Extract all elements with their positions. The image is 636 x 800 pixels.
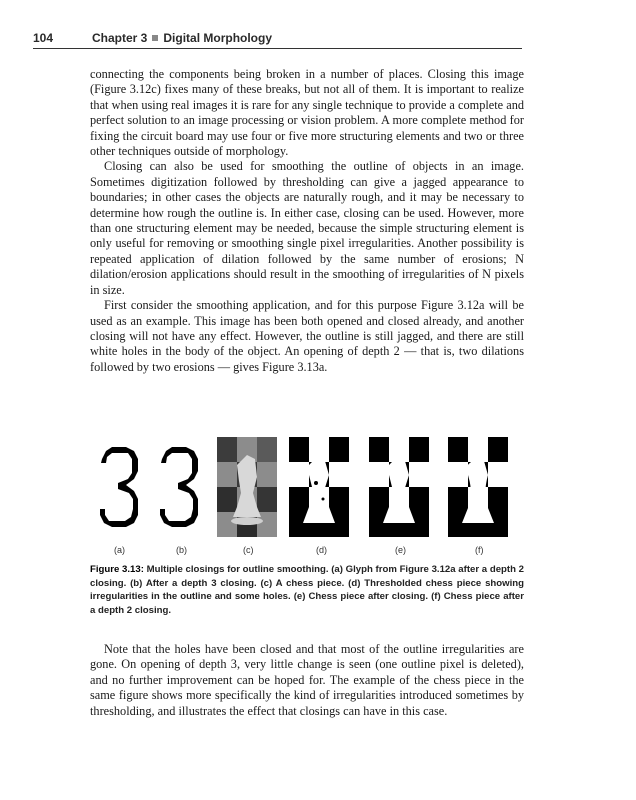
panel-b-glyph-image [150, 437, 210, 537]
panel-c-chess-photo [217, 437, 277, 537]
figure-caption-text: Multiple closings for outline smoothing. (a) Glyph from Figure 3.12a after a depth 2 closing. (b) After a depth 3 closing. (c) A chess piece. (d) Thresholded chess piece showing irregularities in the outline and some holes. (e) Chess piece after closing. (f) Chess piece after a depth 2 closing. [90, 564, 524, 616]
label-b: (b) [176, 545, 187, 555]
paragraph-continuation: connecting the components being broken in a number of places. Closing this image (Figure 3.12c) fixes many of these breaks, but not all of them. It is important to realize that when using real images it is rare for any single technique to provide a complete and perfect solution to an image processing or vision problem. A more complete method for fixing the circuit board may use four or five more structuring elements and two or three other techniques outside of morphology. [90, 67, 524, 159]
figure-panel-labels [90, 545, 524, 557]
paragraph-smoothing-application: First consider the smoothing application, and for this purpose Figure 3.12a will be used as an example. This image has been both opened and closed already, and another closing will not have any effect. However, the outline is still jagged, and there are still white holes in the body of the object. An opening of depth 2 — that is, two dilations followed by two erosions — gives Figure 3.13a. [90, 298, 524, 374]
body-text-lower [90, 642, 524, 719]
label-c: (c) [243, 545, 254, 555]
panel-e-closed-image [369, 437, 429, 537]
figure-caption [90, 563, 524, 617]
figure-3-13 [90, 437, 524, 539]
label-f: (f) [475, 545, 484, 555]
chapter-title: Digital Morphology [163, 31, 273, 45]
panel-f-depth2-closed-image [448, 437, 508, 537]
body-text-upper [90, 67, 524, 375]
label-d: (d) [316, 545, 327, 555]
label-e: (e) [395, 545, 406, 555]
page-number: 104 [33, 31, 54, 45]
label-a: (a) [114, 545, 125, 555]
separator-square-icon [152, 35, 158, 41]
chapter-label: Chapter 3 [92, 31, 148, 45]
paragraph-closing-smoothing: Closing can also be used for smoothing the outline of objects in an image. Sometimes digitization followed by thresholding can give a jagged appearance to boundaries; in other cases the objects are naturally rough, and it may be necessary to determine how rough the outline is. In either case, closing can be used. However, more than one structuring element may be needed, because the simple structuring element is only useful for removing or smoothing single pixel irregularities. Another possibility is repeated application of dilation followed by the same number of erosions; N dilation/erosion applications should result in the smoothing of irregularities of N pixels in size. [90, 159, 524, 297]
paragraph-holes-closed: Note that the holes have been closed and that most of the outline irregularities are gone. On opening of depth 3, very little change is seen (one outline pixel is deleted), and no further improvement can be hoped for. The example of the chess piece in the same figure shows more specifically the kind of irregularities introduced sometimes by thresholding, and illustrates the effect that closings can have in this case. [90, 642, 524, 718]
panel-d-thresholded-image [289, 437, 349, 537]
running-header [33, 30, 522, 49]
figure-caption-label: Figure 3.13: [90, 564, 144, 575]
chapter-heading [92, 31, 272, 45]
panel-a-glyph-image [90, 437, 150, 537]
